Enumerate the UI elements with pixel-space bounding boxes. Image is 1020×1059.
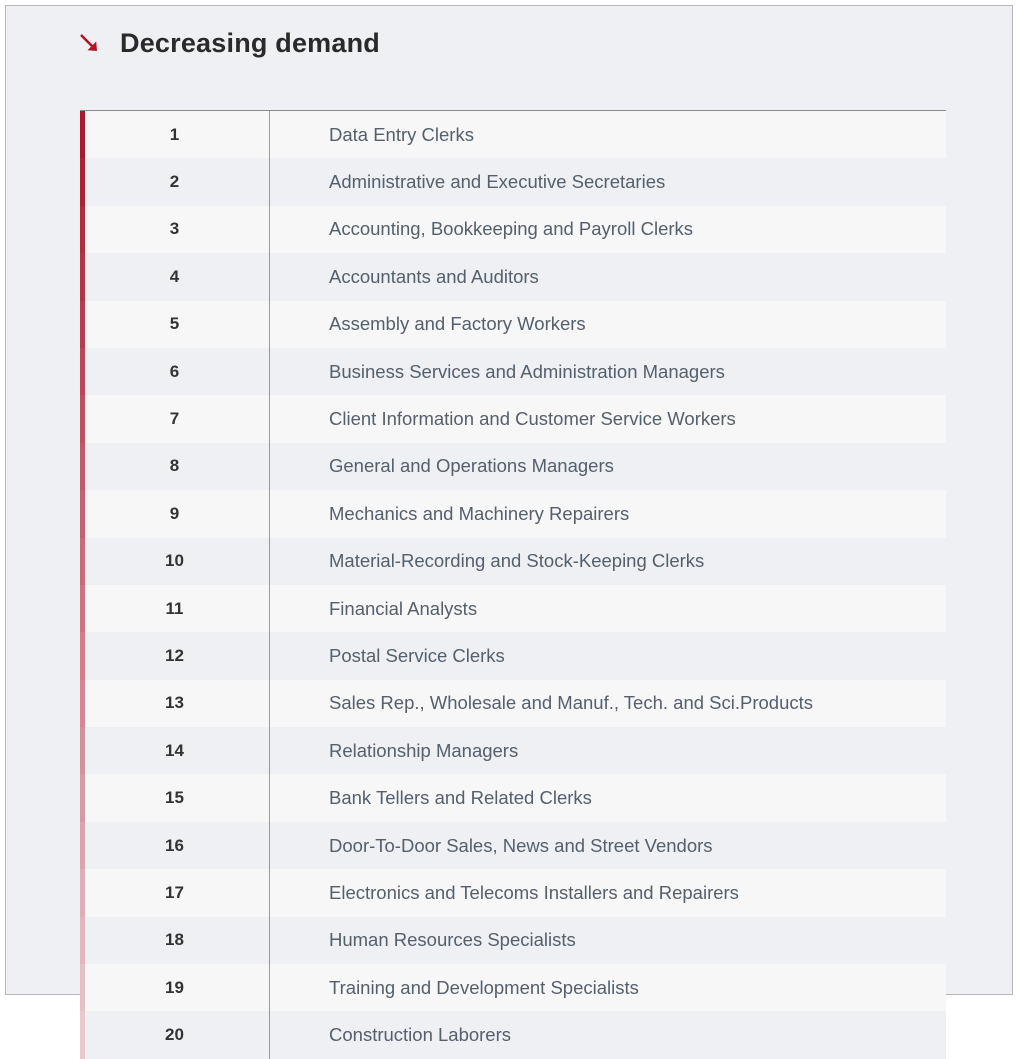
job-role-cell: Material-Recording and Stock-Keeping Clerks [329, 550, 705, 572]
rank-color-bar [80, 1011, 85, 1058]
rank-color-bar [80, 538, 85, 585]
job-role-cell: Accounting, Bookkeeping and Payroll Clerks [329, 218, 694, 240]
table-row [80, 443, 946, 490]
job-role-cell: Postal Service Clerks [329, 644, 505, 666]
rank-cell: 2 [80, 158, 270, 205]
rank-cell: 8 [80, 443, 270, 490]
job-role-cell: Construction Laborers [329, 1024, 512, 1046]
table-row [80, 158, 946, 205]
table-row [80, 822, 946, 869]
rank-color-bar [80, 253, 85, 300]
job-role-cell: Sales Rep., Wholesale and Manuf., Tech. and Sci.Products [329, 692, 814, 714]
job-role-cell: Administrative and Executive Secretaries [329, 171, 666, 193]
job-role-cell: Mechanics and Machinery Repairers [329, 502, 630, 524]
table-row [80, 680, 946, 727]
job-role-cell: Business Services and Administration Managers [329, 360, 725, 382]
table-row [80, 964, 946, 1011]
rank-cell: 15 [80, 774, 270, 821]
rank-color-bar [80, 774, 85, 821]
rank-color-bar [80, 964, 85, 1011]
rank-color-bar [80, 585, 85, 632]
rank-cell: 13 [80, 680, 270, 727]
rank-cell: 10 [80, 538, 270, 585]
table-row [80, 301, 946, 348]
rank-cell: 20 [80, 1011, 270, 1058]
table-row [80, 395, 946, 442]
table-row [80, 774, 946, 821]
job-role-cell: Bank Tellers and Related Clerks [329, 787, 592, 809]
rank-cell: 16 [80, 822, 270, 869]
job-role-cell: Accountants and Auditors [329, 265, 539, 287]
panel-header [72, 26, 380, 60]
rank-color-bar [80, 111, 85, 158]
table-body [80, 111, 946, 1059]
rank-cell: 19 [80, 964, 270, 1011]
table-row [80, 490, 946, 537]
table-row [80, 348, 946, 395]
table-row [80, 111, 946, 158]
rank-color-bar [80, 727, 85, 774]
job-role-cell: Relationship Managers [329, 739, 519, 761]
rank-color-bar [80, 443, 85, 490]
job-role-cell: Electronics and Telecoms Installers and Repairers [329, 881, 739, 903]
table-row [80, 1011, 946, 1058]
job-role-cell: Data Entry Clerks [329, 123, 474, 145]
page-title: Decreasing demand [120, 27, 380, 58]
rank-color-bar [80, 680, 85, 727]
job-role-cell: Human Resources Specialists [329, 929, 576, 951]
table-row [80, 538, 946, 585]
rank-color-bar [80, 158, 85, 205]
rank-color-bar [80, 490, 85, 537]
job-role-cell: Client Information and Customer Service Workers [329, 408, 736, 430]
job-role-cell: Training and Development Specialists [329, 976, 639, 998]
rank-cell: 11 [80, 585, 270, 632]
rank-cell: 17 [80, 869, 270, 916]
rank-cell: 6 [80, 348, 270, 395]
job-role-cell: General and Operations Managers [329, 455, 614, 477]
rank-color-bar [80, 632, 85, 679]
table-row [80, 253, 946, 300]
rank-cell: 9 [80, 490, 270, 537]
table-row [80, 206, 946, 253]
rank-cell: 12 [80, 632, 270, 679]
table-row [80, 917, 946, 964]
table-row [80, 869, 946, 916]
arrow-down-right-icon [72, 26, 106, 60]
rank-cell: 1 [80, 111, 270, 158]
chart-frame [5, 5, 1013, 1046]
rank-color-bar [80, 917, 85, 964]
rank-color-bar [80, 869, 85, 916]
rank-cell: 5 [80, 301, 270, 348]
chart-panel [10, 10, 1008, 1046]
ranking-table [80, 110, 946, 1059]
rank-color-bar [80, 395, 85, 442]
rank-color-bar [80, 301, 85, 348]
job-role-cell: Assembly and Factory Workers [329, 313, 586, 335]
rank-color-bar [80, 348, 85, 395]
rank-color-bar [80, 822, 85, 869]
rank-cell: 18 [80, 917, 270, 964]
rank-color-bar [80, 206, 85, 253]
rank-cell: 7 [80, 395, 270, 442]
table-row [80, 727, 946, 774]
job-role-cell: Door-To-Door Sales, News and Street Vendors [329, 834, 713, 856]
table-row [80, 632, 946, 679]
rank-cell: 3 [80, 206, 270, 253]
table-row [80, 585, 946, 632]
rank-cell: 4 [80, 253, 270, 300]
rank-cell: 14 [80, 727, 270, 774]
job-role-cell: Financial Analysts [329, 597, 478, 619]
